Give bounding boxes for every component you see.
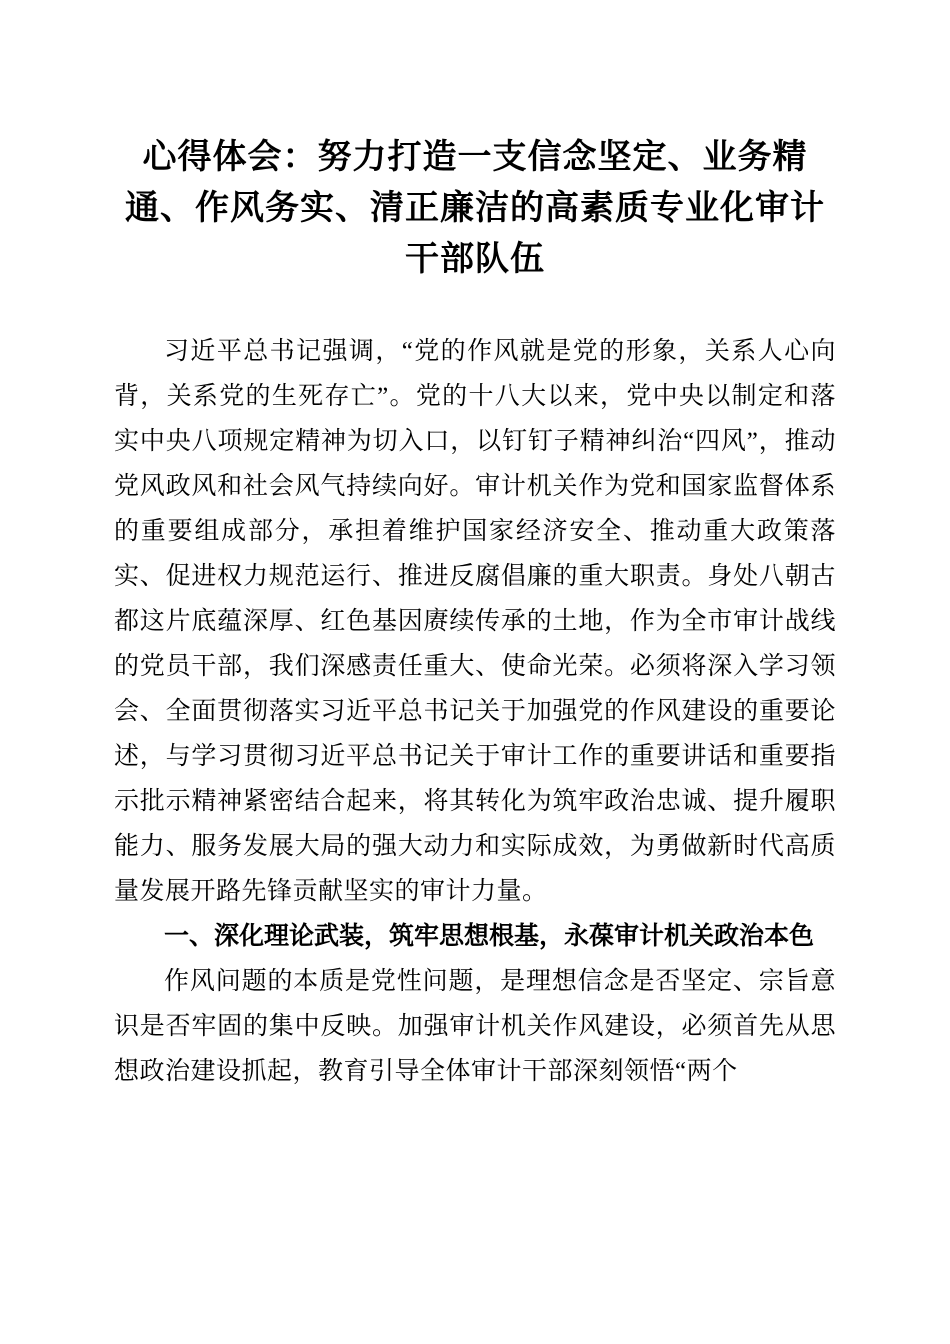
paragraph-intro: 习近平总书记强调，“党的作风就是党的形象，关系人心向背，关系党的生死存亡”。党的十八大以来，党中央以制定和落实中央八项规定精神为切入口，以钉钉子精神纠治“四风”，推动党风政风和社会风气持续向好。审计机关作为党和国家监督体系的重要组成部分，承担着维护国家经济安全、推动重大政策落实、促进权力规范运行、推进反腐倡廉的重大职责。身处八朝古都这片底蕴深厚、红色基因赓续传承的土地，作为全市审计战线的党员干部，我们深感责任重大、使命光荣。必须将深入学习领会、全面贯彻落实习近平总书记关于加强党的作风建设的重要论述，与学习贯彻习近平总书记关于审计工作的重要讲话和重要指示批示精神紧密结合起来，将其转化为筑牢政治忠诚、提升履职能力、服务发展大局的强大动力和实际成效，为勇做新时代高质量发展开路先锋贡献坚实的审计力量。 xyxy=(114,338,836,905)
paragraph-section-1-body: 作风问题的本质是党性问题，是理想信念是否坚定、宗旨意识是否牢固的集中反映。加强审计机关作风建设，必须首先从思想政治建设抓起，教育引导全体审计干部深刻领悟“两个 xyxy=(114,968,836,1085)
document-title: 心得体会：努力打造一支信念坚定、业务精通、作风务实、清正廉洁的高素质专业化审计干部队伍 xyxy=(125,139,825,278)
section-heading-1: 一、深化理论武装，筑牢思想根基，永葆审计机关政治本色 xyxy=(164,922,815,950)
